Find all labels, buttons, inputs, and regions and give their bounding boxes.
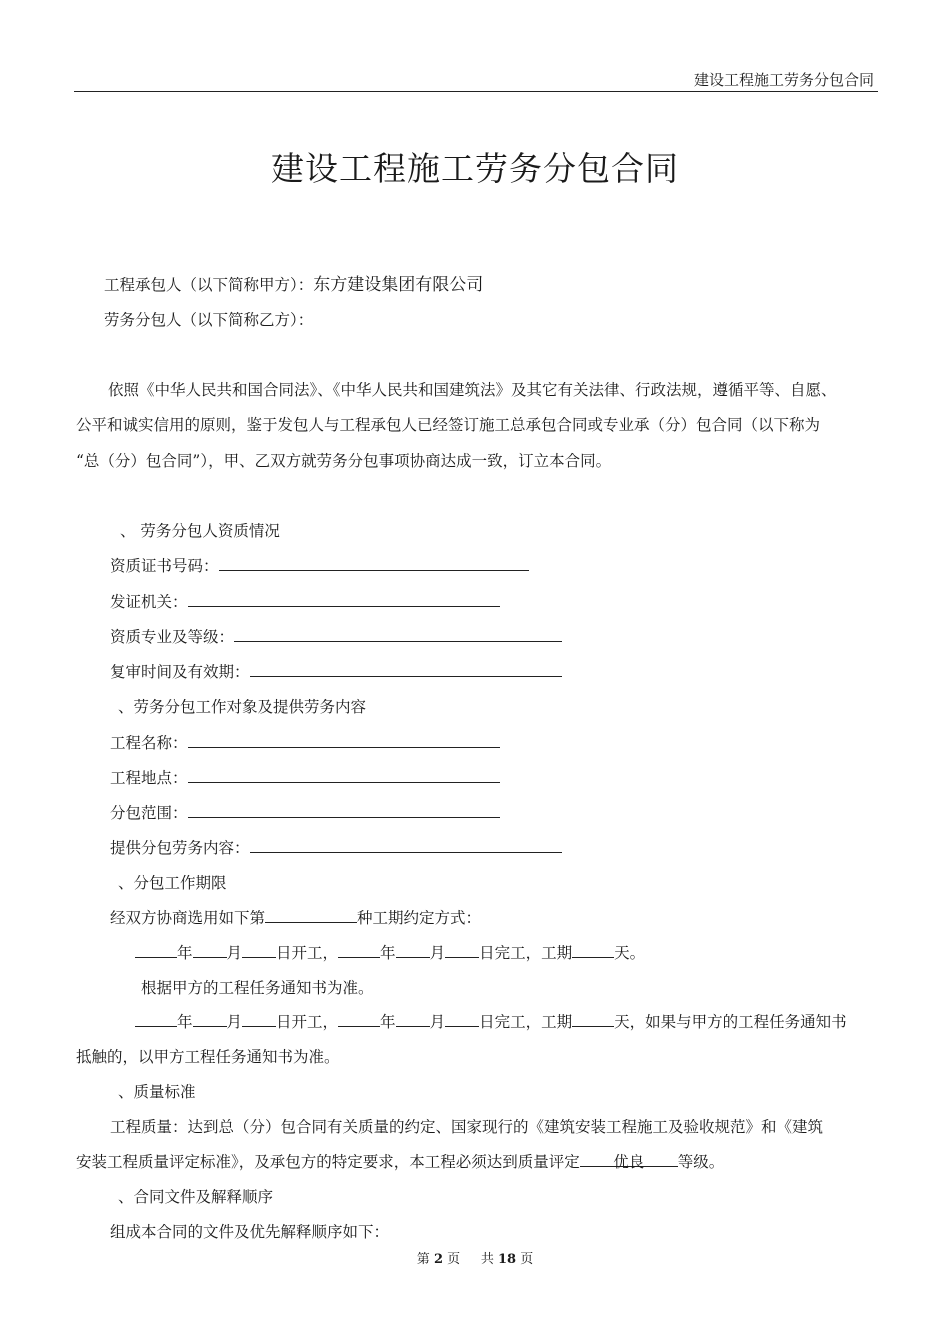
start-label: 日开工，	[276, 1013, 339, 1031]
term-intro-row	[110, 906, 481, 928]
section-5-line-1: 组成本合同的文件及优先解释顺序如下：	[110, 1223, 390, 1241]
total-prefix: 共	[480, 1252, 494, 1267]
option-2-text: 根据甲方的工程任务通知书为准。	[141, 979, 374, 997]
section-5-heading: 、合同文件及解释顺序	[118, 1188, 274, 1206]
party-a-name: 东方建设集团有限公司	[313, 275, 484, 295]
finish-label: 日完工，工期	[479, 944, 573, 962]
term-intro-b: 种工期约定方式：	[357, 909, 482, 927]
year-label: 年	[177, 944, 193, 962]
quality-line-1: 工程质量：达到总（分）包合同有关质量的约定、国家现行的《建筑安装工程施工及验收规范》和《建筑	[110, 1118, 824, 1136]
scope-label: 分包范围：	[110, 804, 188, 822]
section-3-heading: 、分包工作期限	[118, 874, 227, 892]
project-site-label: 工程地点：	[110, 769, 188, 787]
finish-day-blank[interactable]	[445, 941, 479, 958]
review-blank[interactable]	[250, 660, 562, 677]
issuer-label: 发证机关：	[110, 593, 188, 611]
month-label: 月	[226, 944, 243, 962]
section-1-heading: 、 劳务分包人资质情况	[120, 522, 280, 540]
start-year-blank[interactable]	[135, 941, 177, 958]
cert-no-blank[interactable]	[219, 554, 529, 571]
finish-month-blank-2[interactable]	[396, 1010, 430, 1027]
content-row	[110, 836, 562, 858]
start-day-blank-2[interactable]	[242, 1010, 276, 1027]
page-mid: 页	[447, 1252, 461, 1267]
project-name-row	[110, 731, 500, 753]
quality-line-2	[76, 1150, 724, 1172]
finish-year-blank[interactable]	[338, 941, 380, 958]
preamble-line-2: 公平和诚实信用的原则，鉴于发包人与工程承包人已经签订施工总承包合同或专业承（分）包合同（以下称为	[76, 416, 821, 434]
tail-label: 天，如果与甲方的工程任务通知书	[614, 1013, 847, 1031]
review-row	[110, 660, 562, 682]
quality-grade: 优良	[613, 1153, 645, 1171]
option-3-row	[135, 1010, 847, 1032]
party-b-label: 劳务分包人（以下简称乙方）：	[104, 311, 314, 329]
start-day-blank[interactable]	[242, 941, 276, 958]
party-a-label: 工程承包人（以下简称甲方）：	[104, 276, 314, 294]
finish-day-blank-2[interactable]	[445, 1010, 479, 1027]
finish-month-blank[interactable]	[396, 941, 430, 958]
finish-year-blank-2[interactable]	[338, 1010, 380, 1027]
scope-blank[interactable]	[188, 801, 500, 818]
preamble-line-1: 依照《中华人民共和国合同法》、《中华人民共和国建筑法》及其它有关法律、行政法规，遵循平等、自愿、	[108, 381, 837, 399]
month-label: 月	[429, 944, 446, 962]
preamble-line-3: “总（分）包合同”），甲、乙双方就劳务分包事项协商达成一致，订立本合同。	[76, 452, 612, 470]
start-label: 日开工，	[276, 944, 339, 962]
month-label: 月	[429, 1013, 446, 1031]
content-label: 提供分包劳务内容：	[110, 839, 250, 857]
cert-no-row	[110, 554, 529, 576]
section-4-heading: 、质量标准	[118, 1083, 196, 1101]
scope-row	[110, 801, 500, 823]
review-label: 复审时间及有效期：	[110, 663, 250, 681]
page-number: 2	[433, 1252, 443, 1267]
document-title: 建设工程施工劳务分包合同	[271, 149, 679, 188]
project-name-label: 工程名称：	[110, 734, 188, 752]
party-a-line	[104, 270, 483, 295]
quality-grade-field[interactable]	[580, 1150, 678, 1171]
project-site-blank[interactable]	[188, 766, 500, 783]
header-rule	[74, 91, 878, 92]
year-label: 年	[380, 1013, 396, 1031]
finish-label: 日完工，工期	[479, 1013, 573, 1031]
start-month-blank[interactable]	[193, 941, 227, 958]
page-footer	[0, 1248, 950, 1267]
project-name-blank[interactable]	[188, 731, 500, 748]
issuer-blank[interactable]	[188, 590, 500, 607]
content-blank[interactable]	[250, 836, 562, 853]
start-year-blank-2[interactable]	[135, 1010, 177, 1027]
running-header: 建设工程施工劳务分包合同	[693, 71, 874, 89]
start-month-blank-2[interactable]	[193, 1010, 227, 1027]
term-intro-a: 经双方协商选用如下第	[110, 909, 266, 927]
duration-blank[interactable]	[572, 941, 614, 958]
quality-line-2a: 安装工程质量评定标准》，及承包方的特定要求，本工程必须达到质量评定	[76, 1153, 580, 1171]
specialty-label: 资质专业及等级：	[110, 628, 235, 646]
cert-no-label: 资质证书号码：	[110, 557, 219, 575]
project-site-row	[110, 766, 500, 788]
specialty-row	[110, 625, 562, 647]
year-label: 年	[380, 944, 396, 962]
option-3-tail: 抵触的，以甲方工程任务通知书为准。	[76, 1048, 340, 1066]
section-2-heading: 、劳务分包工作对象及提供劳务内容	[118, 698, 367, 716]
days-label: 天。	[614, 944, 646, 962]
year-label: 年	[177, 1013, 193, 1031]
specialty-blank[interactable]	[234, 625, 562, 642]
term-option-blank[interactable]	[265, 906, 357, 923]
option-1-row	[135, 941, 645, 963]
total-pages: 18	[497, 1252, 517, 1267]
page-prefix: 第	[416, 1252, 430, 1267]
total-suffix: 页	[520, 1252, 534, 1267]
issuer-row	[110, 590, 500, 612]
quality-line-2b: 等级。	[677, 1153, 725, 1171]
duration-blank-2[interactable]	[572, 1010, 614, 1027]
month-label: 月	[226, 1013, 243, 1031]
